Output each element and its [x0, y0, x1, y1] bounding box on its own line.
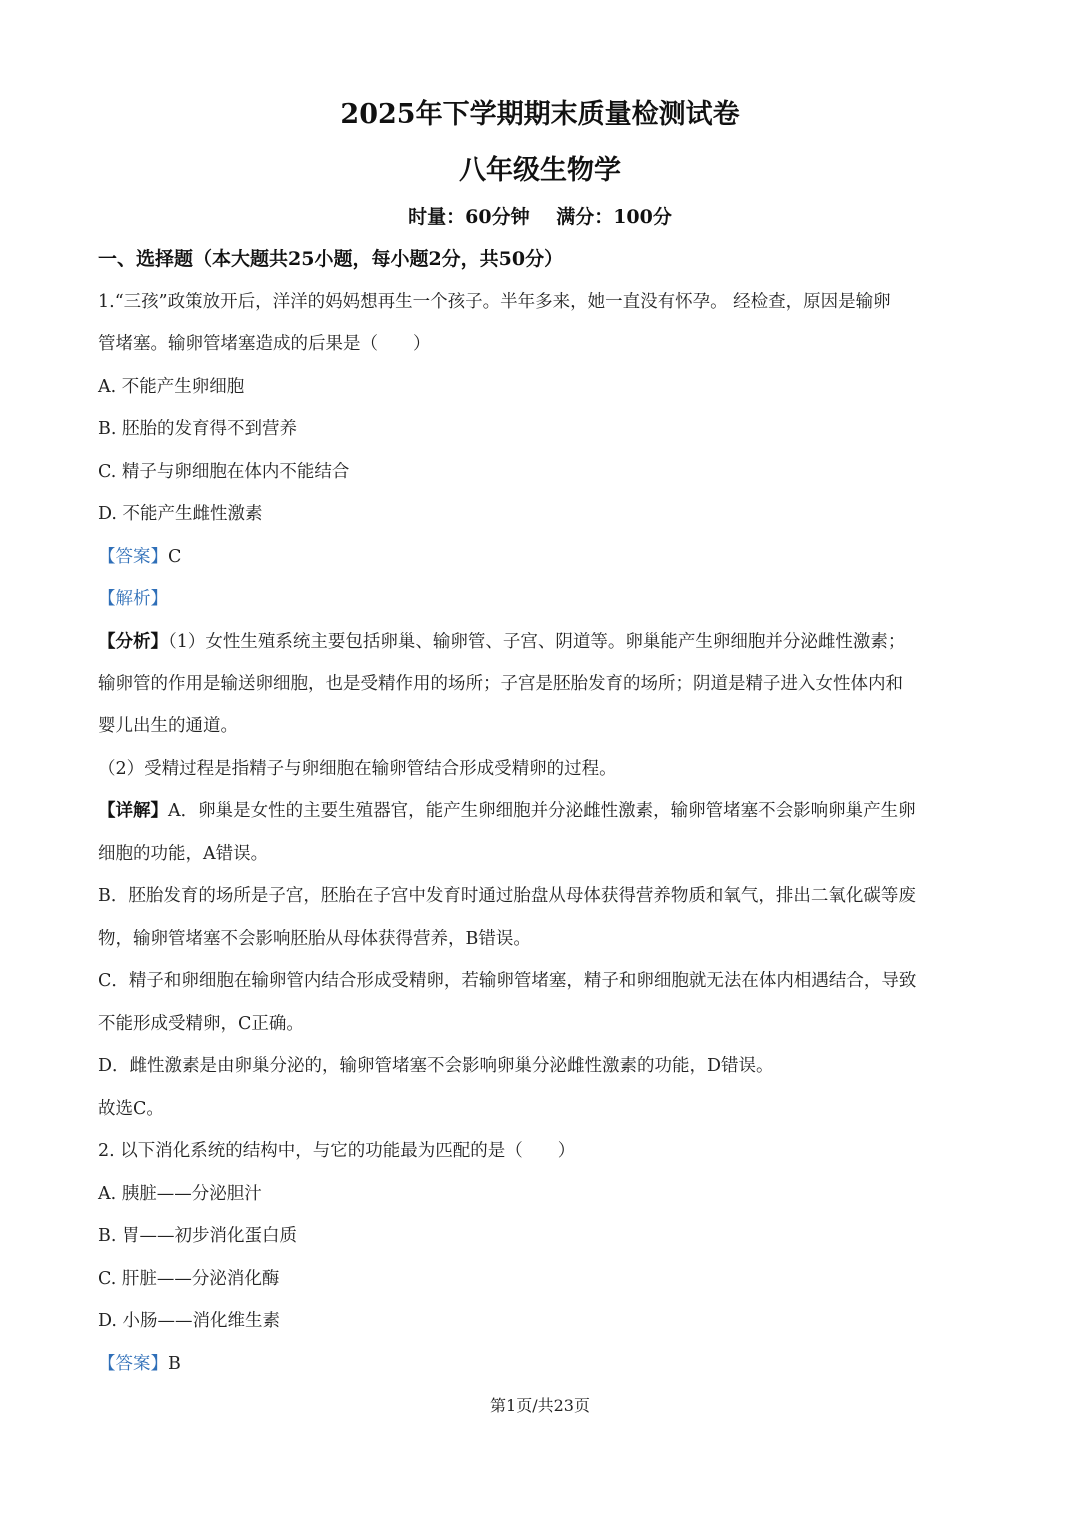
q1-stem-line1: 1.“三孩”政策放开后，洋洋的妈妈想再生一个孩子。半年多来，她一直没有怀孕。 经检查，原因是输卵	[98, 292, 891, 312]
exam-subject: 八年级生物学	[459, 155, 621, 186]
q1-option-b: B. 胚胎的发育得不到营养	[98, 419, 297, 439]
answer-label: 【答案】	[98, 1354, 168, 1374]
q1-xiangjie-line1	[98, 798, 988, 824]
q1-c-line1: C．精子和卵细胞在输卵管内结合形成受精卵，若输卵管堵塞，精子和卵细胞就无法在体内相遇结合，导致	[98, 971, 917, 991]
q2-option-c: C. 肝脏——分泌消化酶	[98, 1269, 280, 1289]
q1-fenxi-line3: 婴儿出生的通道。	[98, 716, 238, 736]
q1-fenxi-line1	[98, 629, 988, 655]
q2-stem: 2. 以下消化系统的结构中，与它的功能最为匹配的是（ ）	[98, 1141, 576, 1161]
q1-d-line1: D．雌性激素是由卵巢分泌的，输卵管堵塞不会影响卵巢分泌雌性激素的功能，D错误。	[98, 1056, 774, 1076]
q1-option-d: D. 不能产生雌性激素	[98, 504, 263, 524]
answer-value: B	[168, 1354, 181, 1374]
q1-b-line1: B．胚胎发育的场所是子宫，胚胎在子宫中发育时通过胎盘从母体获得营养物质和氧气，排出二氧化碳等废	[98, 886, 916, 906]
q1-option-a: A. 不能产生卵细胞	[98, 377, 245, 397]
section-heading: 一、选择题（本大题共25小题，每小题2分，共50分）	[98, 248, 564, 270]
q1-c-line2: 不能形成受精卵，C正确。	[98, 1014, 304, 1034]
time-label: 时量：60分钟	[408, 206, 530, 228]
q2-option-b: B. 胃——初步消化蛋白质	[98, 1226, 297, 1246]
score-label: 满分：100分	[556, 206, 672, 228]
q1-fenxi-line2: 输卵管的作用是输送卵细胞，也是受精作用的场所；子宫是胚胎发育的场所；阴道是精子进入女性体内和	[98, 674, 903, 694]
q1-analysis-heading	[98, 586, 988, 612]
q2-option-d: D. 小肠——消化维生素	[98, 1311, 281, 1331]
fenxi-label: 【分析】	[98, 632, 168, 652]
page-footer: 第1页/共23页	[490, 1396, 590, 1415]
q2-option-a: A. 胰脏——分泌胆汁	[98, 1184, 262, 1204]
exam-title: 2025年下学期期末质量检测试卷	[340, 99, 740, 130]
q1-fenxi-line4: （2）受精过程是指精子与卵细胞在输卵管结合形成受精卵的过程。	[98, 759, 617, 779]
q2-answer	[98, 1351, 988, 1377]
q1-stem-line2: 管堵塞。输卵管堵塞造成的后果是（ ）	[98, 334, 431, 354]
q1-xiangjie-line2: 细胞的功能，A错误。	[98, 844, 269, 864]
q1-option-c: C. 精子与卵细胞在体内不能结合	[98, 462, 350, 482]
answer-label: 【答案】	[98, 547, 168, 567]
xiangjie-text: A．卵巢是女性的主要生殖器官，能产生卵细胞并分泌雌性激素，输卵管堵塞不会影响卵巢产生卵	[168, 801, 916, 821]
fenxi-text: （1）女性生殖系统主要包括卵巢、输卵管、子宫、阴道等。卵巢能产生卵细胞并分泌雌性激素；	[168, 632, 906, 652]
xiangjie-label: 【详解】	[98, 801, 168, 821]
answer-value: C	[168, 547, 182, 567]
q1-conclusion: 故选C。	[98, 1099, 164, 1119]
q1-b-line2: 物，输卵管堵塞不会影响胚胎从母体获得营养，B错误。	[98, 929, 531, 949]
analysis-label: 【解析】	[98, 589, 168, 609]
q1-answer	[98, 544, 988, 570]
exam-meta	[0, 202, 1080, 229]
